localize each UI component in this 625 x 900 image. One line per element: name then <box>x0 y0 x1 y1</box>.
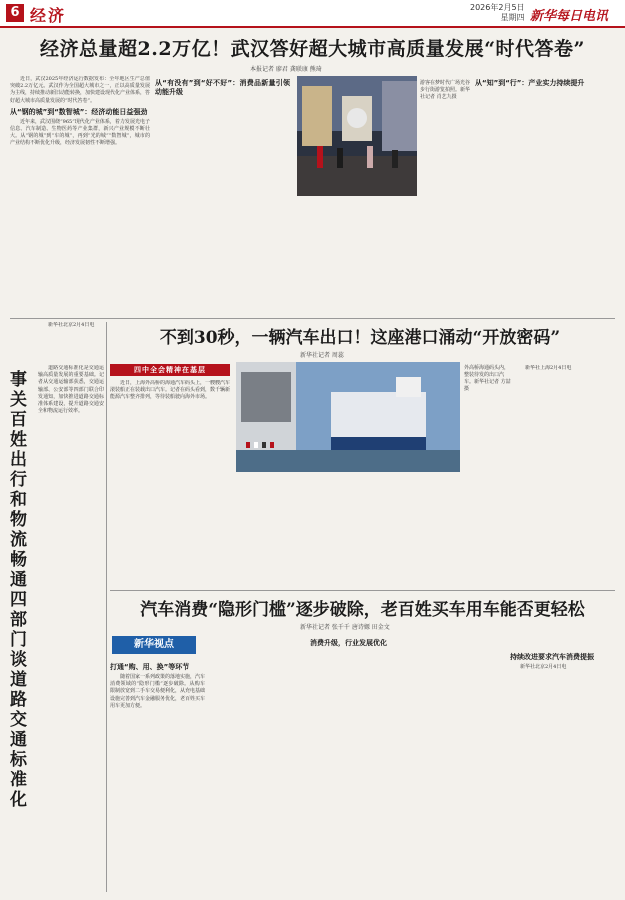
story4-sub3: 持续改进要求汽车消费提振 <box>510 653 594 661</box>
story1-photo <box>297 76 417 196</box>
story4-dateline-end: 新华社北京2月4日电 <box>520 664 567 670</box>
masthead <box>0 0 625 28</box>
story3-col3 <box>350 478 460 588</box>
divider-2 <box>106 322 107 892</box>
story1-col4 <box>475 76 615 316</box>
story1-lead: 近日，武汉2025年经济运行数据发布：全年地区生产总值突破2.2万亿元。武汉作为全国超大城市之一，正以高质量发展为主线，持续推动新旧动能转换，加快建设现代化产业体系，答好超大城市高质量发展的“时代答卷”。 <box>10 76 150 104</box>
story1-photo-caption: 游客在梦时代广场光谷步行街游览拍照。新华社记者 肖艺九摄 <box>420 80 471 100</box>
divider-3 <box>110 590 615 591</box>
story3-tag: 四中全会精神在基层 <box>110 364 230 376</box>
divider-1 <box>10 318 615 319</box>
story2-vertical-headline: 事关百姓出行和物流畅通四部门谈道路交通标准化 <box>10 370 27 810</box>
story2-body: 道路交通标准化是交通运输高质量发展的重要基础。记者从交通运输部获悉，交通运输部、公安部等四部门联合印发通知，加快推进道路交通标准体系建设，提升道路交通安全和物流运行效率。 <box>38 365 104 415</box>
page-number: 6 <box>6 4 24 22</box>
story1-sub1: 从“钢的城”到“数智城”：经济动能日益强劲 <box>10 107 148 116</box>
story4-col1 <box>110 660 205 890</box>
story4-col3 <box>310 636 405 890</box>
story3-col1 <box>110 380 230 585</box>
street-scene-photo <box>297 76 417 196</box>
story3-col4 <box>515 365 615 590</box>
story4-col4 <box>410 636 505 890</box>
issue-date <box>470 3 525 23</box>
story3-dateline-end: 新华社上海2月4日电 <box>525 365 572 371</box>
story1-col3 <box>297 200 417 315</box>
story3-col2 <box>236 478 346 588</box>
story1-byline: 本报记者 廖君 龚联康 熊琦 <box>250 66 322 73</box>
section-name: 经济 <box>30 6 67 25</box>
story3-headline: 不到30秒，一辆汽车出口！这座港口涌动“开放密码” <box>159 328 561 348</box>
story1-col2 <box>155 76 290 316</box>
issue-date-text: 2026年2月5日 <box>470 3 525 12</box>
story2-dateline: 新华社北京2月4日电 <box>48 322 95 328</box>
paper-logo: 新华每日电讯 <box>530 9 609 24</box>
story1-sub2: 从“有没有”到“好不好”：消费品新量引领动能升级 <box>155 79 290 96</box>
story2-body-col <box>38 365 104 890</box>
story1-headline: 经济总量超2.2万亿！武汉答好超大城市高质量发展“时代答卷” <box>40 38 585 60</box>
story4-col5 <box>510 650 615 890</box>
story4-headline: 汽车消费“隐形门槛”逐步破除，老百姓买车用车能否更轻松 <box>140 600 585 620</box>
story4-byline: 新华社记者 张千千 唐诗嫄 田金文 <box>300 624 390 631</box>
story1-sub3: 从“知”到“行”：产业实力持续提升 <box>475 79 585 87</box>
issue-weekday: 星期四 <box>500 13 525 22</box>
story4-sub2: 消费升级，行业发展优化 <box>310 639 387 647</box>
story4-col2 <box>210 636 305 890</box>
story1-body: 近年来，武汉围绕“965”现代化产业体系，着力发展光电子信息、汽车制造、生物医药等产业集群，新兴产业规模不断壮大。从“钢的城”到“车的城”，再到“光的城”“数智城”，城市的产业结构不断优化升级，经济发展韧性不断增强。 <box>10 118 150 147</box>
story4-sub1: 打通“购、用、换”等环节 <box>110 663 190 671</box>
story3-byline: 新华社记者 周蕊 <box>300 352 344 359</box>
story3-photo-caption: 外高桥海通码头内，整装待发的出口汽车。新华社记者 方喆摄 <box>464 365 511 392</box>
story4-body: 随着国家一系列政策的落地实施，汽车消费领域的“隐形门槛”逐步破除。从购车限制放宽到二手车交易便利化，从充电基础设施完善到汽车金融服务优化，老百姓买车用车更加方便。 <box>110 674 205 709</box>
story4-badge: 新华视点 <box>112 636 196 654</box>
story3-body: 近日，上海外高桥的海通汽车码头上，一艘艘汽车滚装船正在装载出口汽车。记者在码头看到，数千辆新能源汽车整齐排列，等待装船驶向海外市场。 <box>110 380 230 401</box>
story1-col1 <box>10 76 150 316</box>
port-ship-photo <box>236 362 460 472</box>
story2-dateline-col <box>38 322 104 362</box>
story3-photo <box>236 362 460 472</box>
